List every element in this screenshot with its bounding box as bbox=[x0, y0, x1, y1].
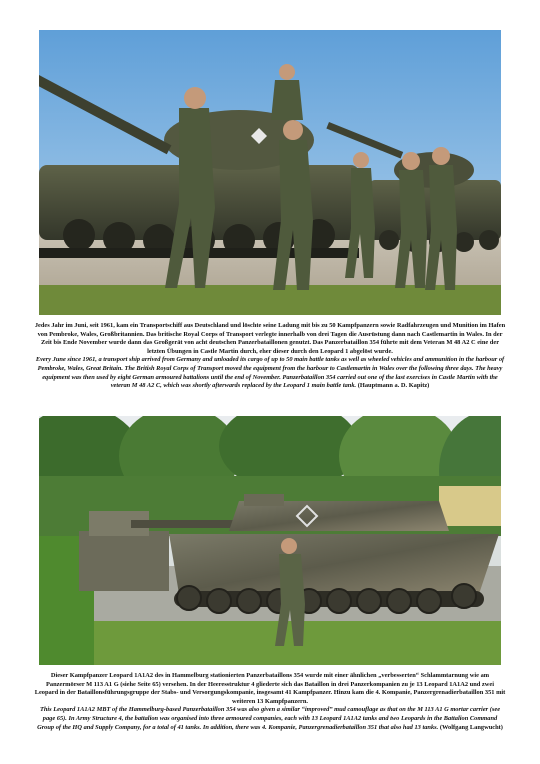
caption-top-english bbox=[34, 356, 506, 390]
caption-bottom-credit: (Wolfgang Langwucht) bbox=[439, 723, 503, 731]
caption-top bbox=[34, 322, 506, 391]
caption-bottom-english bbox=[34, 706, 506, 732]
caption-top-credit: (Hauptmann a. D. Kapitz) bbox=[357, 382, 430, 390]
caption-top-german: Jedes Jahr im Juni, seit 1961, kam ein Transportschiff aus Deutschland und löschte seine Ladung mit bis zu 50 Kampfpanzern sowie Radfahrzeugen und Munition im Hafen von Pembroke, Wales, Großbritannien. Das britische Royal Corps of Transport verlegte innerhalb von drei Tagen die Ausrüstung dann nach Castlemartin in Wales. In der Zeit bis Ende November wurde dann das Großgerät von acht deutschen Panzerbataillonen genutzt. Das Panzerbataillon 354 führte mit dem Veteran M 48 A2 C eine der letzten Übungen in Castle Martin durch, eher dieser durch den Leopard 1 abgelöst wurde. bbox=[34, 322, 506, 355]
photo-m48-tanks-image bbox=[39, 30, 501, 315]
caption-top-english-text: Every June since 1961, a transport ship arrived from Germany and unloaded its cargo of up to 50 main battle tanks as well as wheeled vehicles and ammunition in the harbour of Pembroke, Wales, Great Britain. The British Royal Corps of Transport moved the equipment from the harbour to Castlemartin in Wales over the following three days. The heavy equipment was then used by eight German armoured battalions until the end of November. Panzerbataillon 354 carried out one of the last exercises in Castle Martin with the veteran M 48 A2 C, which was shortly afterwards replaced by the Leopard 1 main battle tank. bbox=[35, 356, 505, 390]
photo-leopard-tank-image bbox=[39, 416, 501, 665]
caption-bottom-english-text: This Leopard 1A1A2 MBT of the Hammelburg-based Panzerbataillon 354 was also given a similar “improved” mud camouflage as that on the M 113 A1 G mortar carrier (see page 65). In Army Structure 4, the battalion was organised into three armoured companies, each with 13 Leopard 1A1A2 tanks and two Leopards in the Battalion Command Group of the HQ and Supply Company, for a total of 41 tanks. In addition, there was 4. Kompanie, Panzergrenadierbataillon 351 that also had 13 tanks. bbox=[37, 706, 501, 731]
grass bbox=[39, 621, 501, 665]
photo-leopard-tank bbox=[39, 416, 501, 665]
building bbox=[439, 486, 501, 526]
caption-bottom bbox=[34, 672, 506, 732]
caption-bottom-german: Dieser Kampfpanzer Leopard 1A1A2 des in Hammelburg stationierten Panzerbataillons 354 wurde mit einer ähnlichen „verbesserten“ Schlammtarnung wie am Panzermörser M 113 A1 G (siehe Seite 65) versehen. In der Heeresstruktur 4 gliederte sich das Bataillon in drei Panzerkompanien zu je 13 Leopard 1A1A2 und zwei Leopard in der Bataillonsführungsgruppe der Stabs- und Versorgungskompanie, insgesamt 41 Kampfpanzer. Hinzu kam die 4. Kompanie, Panzergrenadierbataillon 351 mit weiteren 13 Kampfpanzern. bbox=[34, 672, 506, 705]
photo-m48-tanks bbox=[39, 30, 501, 315]
